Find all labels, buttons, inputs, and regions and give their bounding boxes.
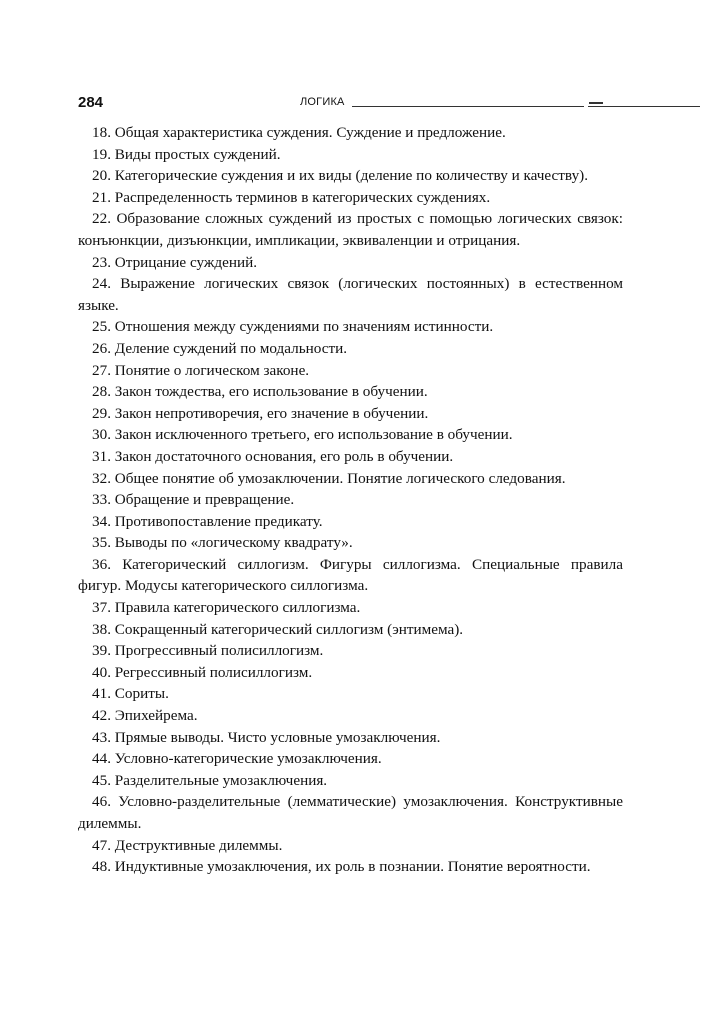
header-rule xyxy=(352,106,584,107)
list-item: 18. Общая характеристика суждения. Суждение и предложение. xyxy=(92,124,506,141)
header-mark xyxy=(589,102,603,104)
page-header xyxy=(78,96,623,112)
list-item: 32. Общее понятие об умозаключении. Понятие логического следования. xyxy=(92,469,566,487)
question-list xyxy=(78,122,623,878)
page-number: 284 xyxy=(78,94,104,111)
list-item: 30. Закон исключенного третьего, его использование в обучении. xyxy=(92,426,513,444)
list-item: 23. Отрицание суждений. xyxy=(92,253,258,271)
list-item: 39. Прогрессивный полисиллогизм. xyxy=(92,642,324,660)
list-item: 45. Разделительные умозаключения. xyxy=(92,771,328,789)
list-item: 22. Образование сложных суждений из простых с помощью логических связок: конъюнкции, дизъюнкции, импликации, эквиваленции и отрицания. xyxy=(78,210,623,249)
list-item: 38. Сокращенный категорический силлогизм (энтимема). xyxy=(92,620,464,638)
list-item: 42. Эпихейрема. xyxy=(92,707,198,725)
list-item: 31. Закон достаточного основания, его роль в обучении. xyxy=(92,447,454,465)
list-item: 27. Понятие о логическом законе. xyxy=(92,361,310,379)
list-item: 41. Сориты. xyxy=(92,685,169,703)
list-item: 48. Индуктивные умозаключения, их роль в познании. Понятие вероятности. xyxy=(92,858,591,876)
list-item: 29. Закон непротиворечия, его значение в обучении. xyxy=(92,404,429,422)
list-item: 35. Выводы по «логическому квадрату». xyxy=(92,534,353,552)
list-item: 33. Обращение и превращение. xyxy=(92,491,295,509)
list-item: 44. Условно-категорические умозаключения. xyxy=(92,750,382,768)
list-item: 47. Деструктивные дилеммы. xyxy=(92,836,283,854)
list-item: 25. Отношения между суждениями по значениям истинности. xyxy=(92,318,494,336)
header-rule xyxy=(588,106,700,107)
list-item: 40. Регрессивный полисиллогизм. xyxy=(92,663,313,681)
list-item: 28. Закон тождества, его использование в обучении. xyxy=(92,383,428,401)
list-item: 20. Категорические суждения и их виды (деление по количеству и качеству). xyxy=(92,167,589,185)
list-item: 37. Правила категорического силлогизма. xyxy=(92,599,361,617)
list-item: 26. Деление суждений по модальности. xyxy=(92,339,348,357)
list-item: 24. Выражение логических связок (логических постоянных) в естественном языке. xyxy=(78,275,623,314)
list-item: 34. Противопоставление предикату. xyxy=(92,512,323,530)
running-title: ЛОГИКА xyxy=(300,96,345,108)
list-item: 43. Прямые выводы. Чисто условные умозаключения. xyxy=(92,728,441,746)
list-item: 46. Условно-разделительные (лемматические) умозаключения. Конструктивные дилеммы. xyxy=(78,793,623,832)
list-item: 19. Виды простых суждений. xyxy=(92,145,281,163)
list-item: 36. Категорический силлогизм. Фигуры силлогизма. Специальные правила фигур. Модусы категорического силлогизма. xyxy=(78,555,623,595)
list-item: 21. Распределенность терминов в категорических суждениях. xyxy=(92,188,491,206)
